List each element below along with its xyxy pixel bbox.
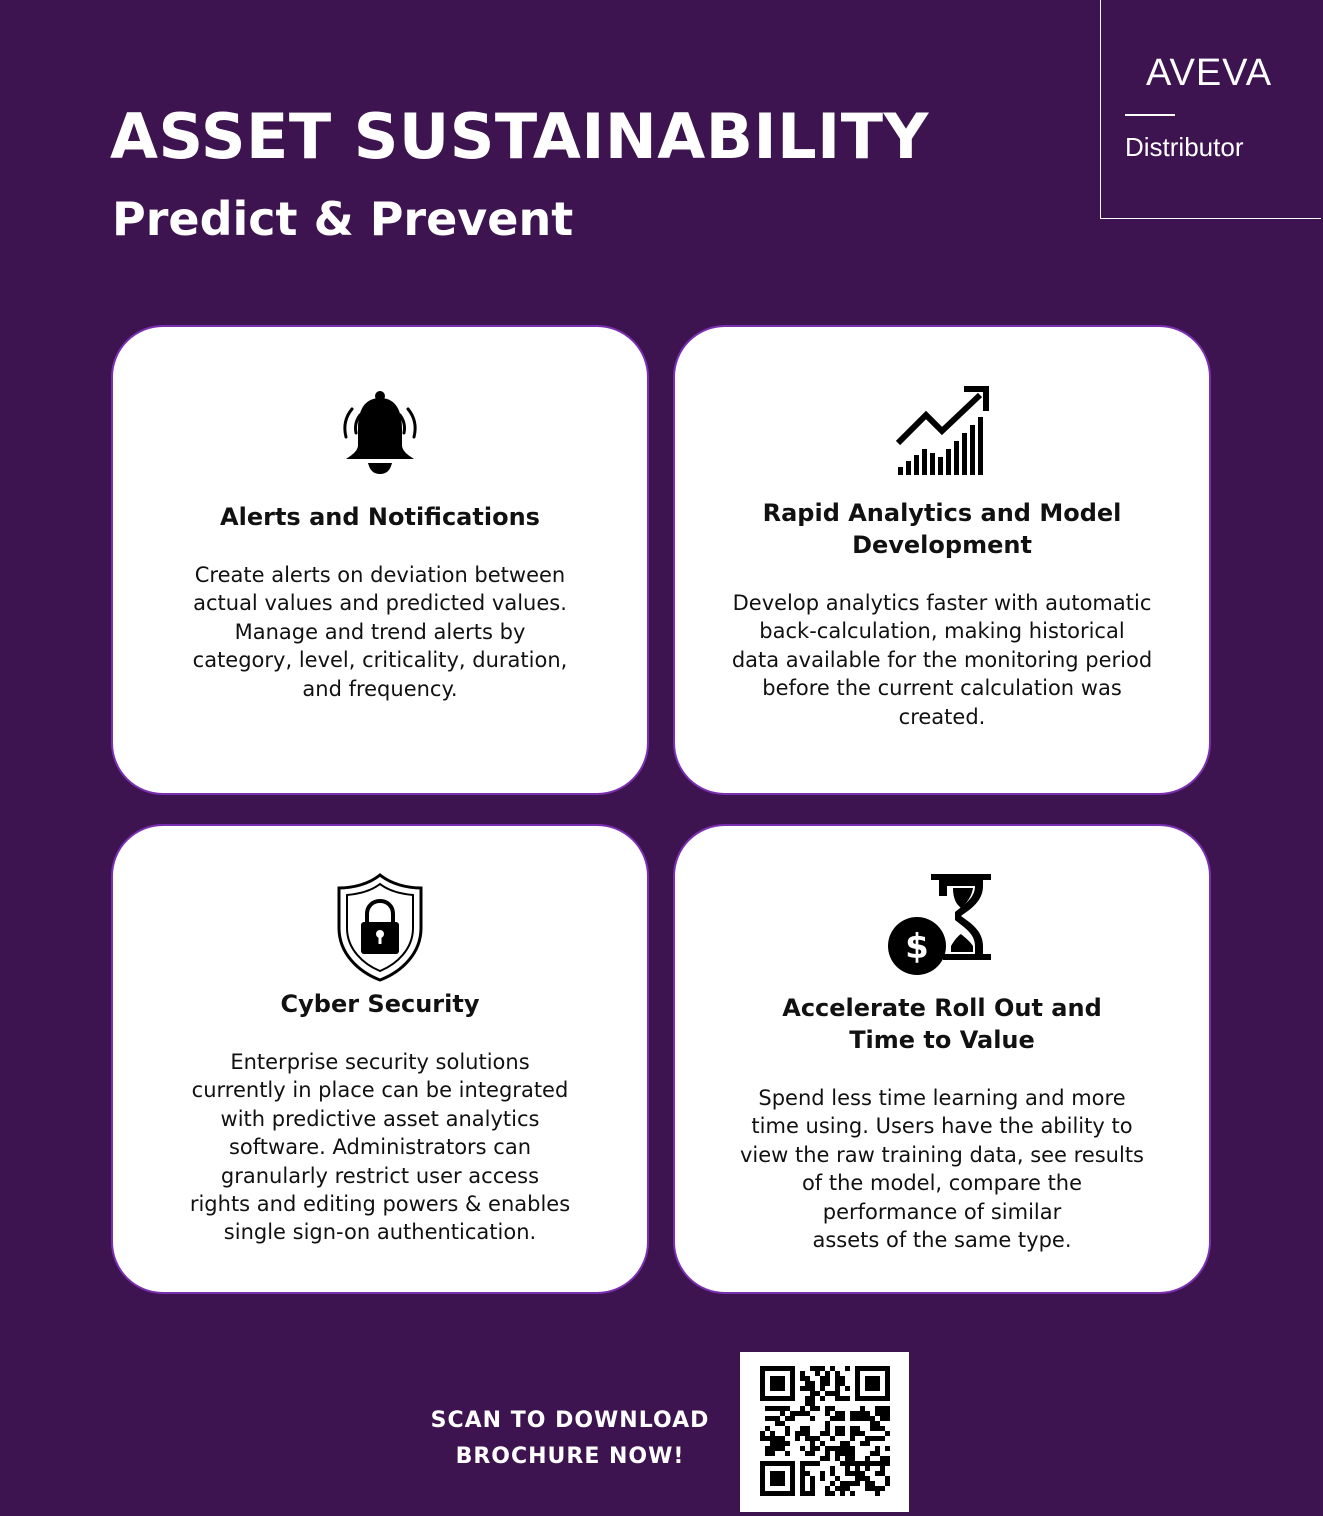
qr-code-icon[interactable] xyxy=(740,1352,909,1512)
shield-lock-icon xyxy=(113,872,647,984)
card-alerts xyxy=(111,325,649,795)
card-body: Spend less time learning and more time using. Users have the ability to view the raw training data, see results of the model, compare the performance of similar assets of the same type. xyxy=(739,1086,1144,1253)
distributor-label: Distributor xyxy=(1125,132,1244,162)
brand-logo-box xyxy=(1100,0,1321,219)
card-body: Create alerts on deviation between actual values and predicted values. Manage and trend alerts by category, level, criticality, duration, and frequency. xyxy=(192,563,568,701)
card-analytics xyxy=(673,325,1211,795)
bell-icon xyxy=(113,389,647,477)
card-title: Accelerate Roll Out and Time to Value xyxy=(782,994,1102,1054)
card-body: Enterprise security solutions currently in place can be integrated with predictive asset analytics software. Administrators can granularly restrict user access rights and editing powers & enables single sign-on authentication. xyxy=(189,1050,571,1245)
card-cyber-security xyxy=(111,824,649,1294)
card-title: Rapid Analytics and Model Development xyxy=(762,499,1122,559)
card-body: Develop analytics faster with automatic back-calculation, making historical data available for the monitoring period before the current calculation was created. xyxy=(731,591,1153,729)
trend-chart-icon xyxy=(675,385,1209,477)
card-title: Alerts and Notifications xyxy=(220,503,540,531)
page-subtitle: Predict & Prevent xyxy=(112,192,574,246)
svg-text:$: $ xyxy=(905,927,929,967)
card-title: Cyber Security xyxy=(280,990,480,1018)
money-hourglass-icon xyxy=(675,872,1209,978)
logo-divider xyxy=(1125,114,1175,116)
scan-cta: SCAN TO DOWNLOAD BROCHURE NOW! xyxy=(430,1408,710,1469)
card-accelerate xyxy=(673,824,1211,1294)
aveva-logo: AVEVA xyxy=(1145,52,1273,94)
page-title: ASSET SUSTAINABILITY xyxy=(110,100,929,173)
